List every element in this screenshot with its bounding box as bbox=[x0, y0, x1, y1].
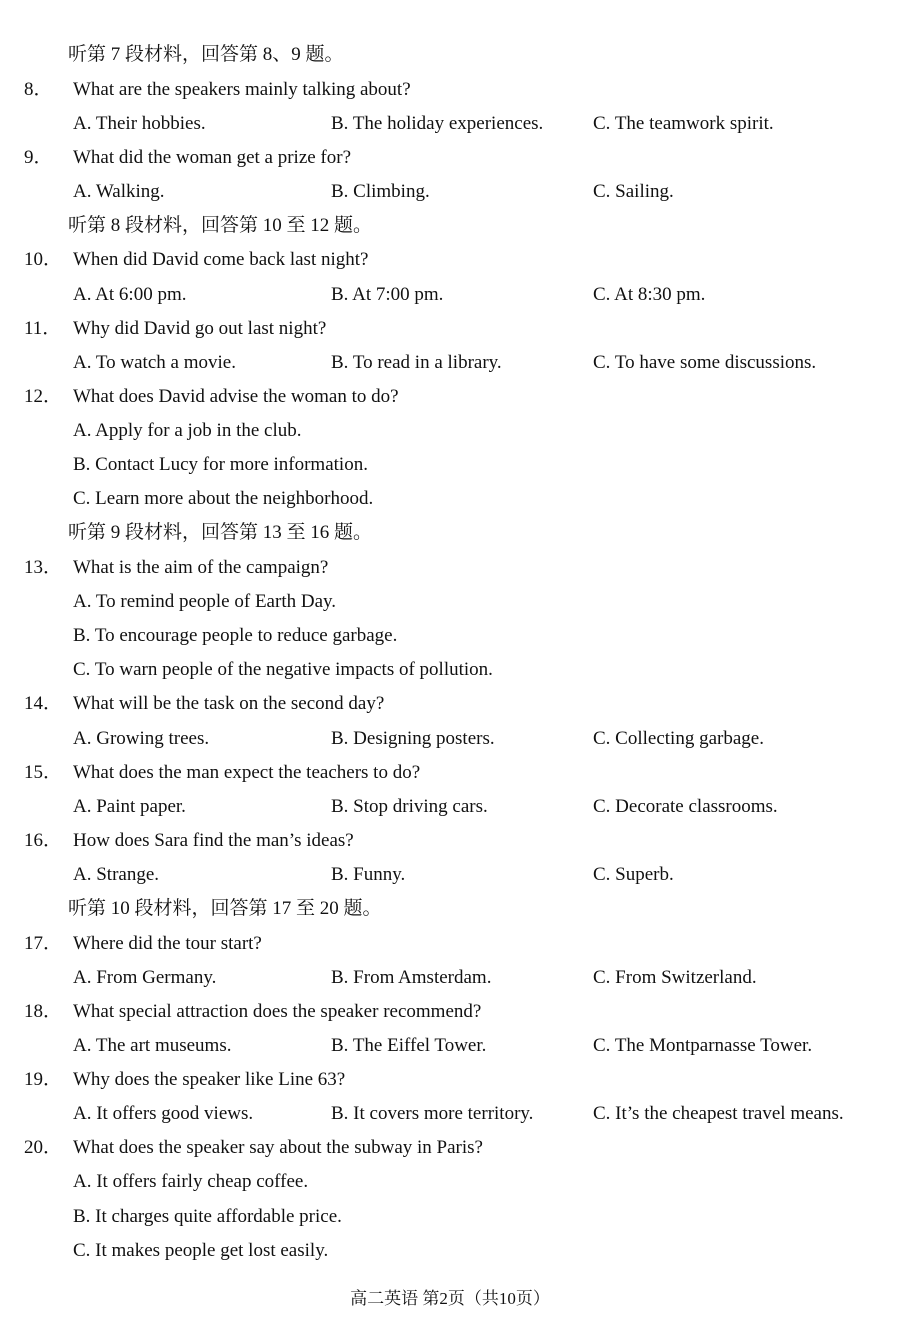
option-b: B. At 7:00 pm. bbox=[331, 284, 444, 305]
question-number: 11． bbox=[24, 318, 62, 339]
option-a: A. Walking. bbox=[73, 181, 165, 202]
option-c: C. It makes people get lost easily. bbox=[73, 1240, 329, 1261]
option-c: C. Decorate classrooms. bbox=[593, 796, 778, 817]
question-text: Why does the speaker like Line 63? bbox=[73, 1069, 346, 1090]
option-a: A. It offers fairly cheap coffee. bbox=[73, 1171, 309, 1192]
option-a: A. It offers good views. bbox=[73, 1103, 254, 1124]
question-text: When did David come back last night? bbox=[73, 249, 369, 270]
question-number: 15． bbox=[24, 762, 63, 783]
option-a: A. Growing trees. bbox=[73, 728, 210, 749]
option-a: A. The art museums. bbox=[73, 1035, 232, 1056]
question-number: 17． bbox=[24, 933, 63, 954]
option-a: A. From Germany. bbox=[73, 967, 217, 988]
option-b: B. The Eiffel Tower. bbox=[331, 1035, 487, 1056]
option-a: A. At 6:00 pm. bbox=[73, 284, 187, 305]
page-footer: 高二英语 第2页（共10页） bbox=[350, 1289, 550, 1308]
option-a: A. Their hobbies. bbox=[73, 113, 206, 134]
option-b: B. Designing posters. bbox=[331, 728, 495, 749]
option-b: B. Contact Lucy for more information. bbox=[73, 454, 368, 475]
question-text: Why did David go out last night? bbox=[73, 318, 327, 339]
option-b: B. Funny. bbox=[331, 864, 406, 885]
option-b: B. To encourage people to reduce garbage. bbox=[73, 625, 398, 646]
option-a: A. Strange. bbox=[73, 864, 160, 885]
option-b: B. The holiday experiences. bbox=[331, 113, 544, 134]
option-a: A. To watch a movie. bbox=[73, 352, 236, 373]
option-c: C. From Switzerland. bbox=[593, 967, 757, 988]
option-c: C. Collecting garbage. bbox=[593, 728, 764, 749]
option-c: C. To warn people of the negative impacts of pollution. bbox=[73, 659, 493, 680]
option-b: B. To read in a library. bbox=[331, 352, 502, 373]
question-text: Where did the tour start? bbox=[73, 933, 262, 954]
question-number: 14． bbox=[24, 693, 63, 714]
question-number: 8． bbox=[24, 79, 53, 100]
option-c: C. Superb. bbox=[593, 864, 674, 885]
question-number: 18． bbox=[24, 1001, 63, 1022]
question-number: 13． bbox=[24, 557, 63, 578]
option-c: C. Learn more about the neighborhood. bbox=[73, 488, 374, 509]
option-a: A. Apply for a job in the club. bbox=[73, 420, 302, 441]
question-text: What special attraction does the speaker recommend? bbox=[73, 1001, 482, 1022]
option-c: C. The Montparnasse Tower. bbox=[593, 1035, 813, 1056]
option-a: A. To remind people of Earth Day. bbox=[73, 591, 337, 612]
question-text: What does David advise the woman to do? bbox=[73, 386, 399, 407]
option-b: B. It covers more territory. bbox=[331, 1103, 534, 1124]
question-text: What are the speakers mainly talking about? bbox=[73, 79, 411, 100]
option-b: B. From Amsterdam. bbox=[331, 967, 492, 988]
question-text: What does the man expect the teachers to do? bbox=[73, 762, 421, 783]
option-b: B. Stop driving cars. bbox=[331, 796, 488, 817]
question-text: What does the speaker say about the subway in Paris? bbox=[73, 1137, 483, 1158]
option-c: C. To have some discussions. bbox=[593, 352, 817, 373]
option-c: C. At 8:30 pm. bbox=[593, 284, 706, 305]
question-text: How does Sara find the man’s ideas? bbox=[73, 830, 354, 851]
question-text: What will be the task on the second day? bbox=[73, 693, 385, 714]
question-number: 9． bbox=[24, 147, 53, 168]
question-text: What did the woman get a prize for? bbox=[73, 147, 352, 168]
option-c: C. The teamwork spirit. bbox=[593, 113, 774, 134]
option-b: B. Climbing. bbox=[331, 181, 430, 202]
option-b: B. It charges quite affordable price. bbox=[73, 1206, 342, 1227]
question-number: 12． bbox=[24, 386, 63, 407]
question-number: 10． bbox=[24, 249, 63, 270]
option-a: A. Paint paper. bbox=[73, 796, 186, 817]
question-number: 19． bbox=[24, 1069, 63, 1090]
question-text: What is the aim of the campaign? bbox=[73, 557, 329, 578]
question-number: 16． bbox=[24, 830, 63, 851]
option-c: C. Sailing. bbox=[593, 181, 674, 202]
option-c: C. It’s the cheapest travel means. bbox=[593, 1103, 844, 1124]
question-number: 20． bbox=[24, 1137, 63, 1158]
